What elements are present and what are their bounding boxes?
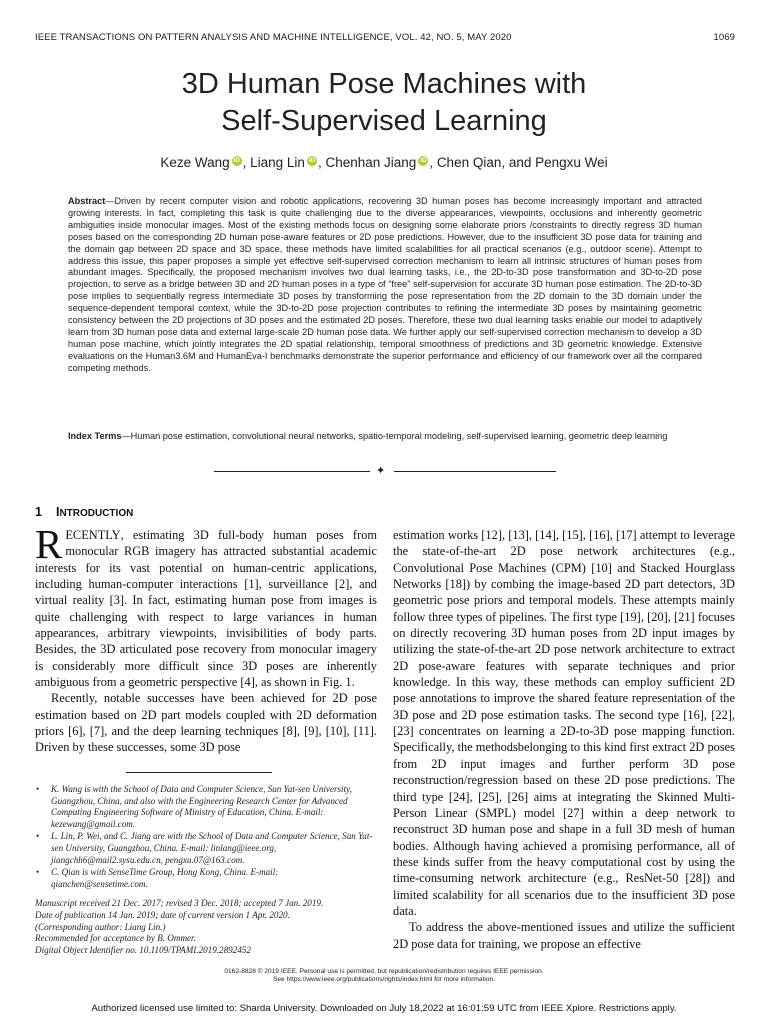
orcid-icon[interactable]: iD — [420, 157, 427, 164]
abstract-text: —Driven by recent computer vision and robotic applications, recovering 3D human poses has become increasingly important and attracted growing interests. In fact, completing this task is quite challenging due to the diverse appearances, viewpoints, occlusions and inherently geometric ambiguities inside monocular images. Most of the existing methods focus on designing some elaborate priors /constraints to directly regress 3D human poses based on the corresponding 2D human pose-aware features or 2D pose predictions. However, due to the insufficient 3D pose data for training and the domain gap between 2D space and 3D space, these methods have limited scalabilities for all practical scenarios (e.g., outdoor scene). Attempt to address this issue, this paper proposes a simple yet effective self-supervised correction mechanism to learn all intrinsic structures of human poses from abundant images. Specifically, the proposed mechanism involves two dual learning tasks, i.e., the 2D-to-3D pose transformation and 3D-to-2D pose projection, to serve as a bridge between 3D and 2D human poses in a type of “free” self-supervision for accurate 3D human pose estimation. The 2D-to-3D pose implies to sequentially regress intermediate 3D poses by transforming the pose representation from the 2D domain to the 3D domain under the sequence-dependent temporal context, while the 3D-to-2D pose projection contributes to refining the intermediate 3D poses by maintaining geometric consistency between the 2D projections of 3D poses and the estimated 2D poses. Therefore, these two dual learning tasks enable our model to adaptively learn from 3D human pose data and external large-scale 2D human pose data. We further apply our self-supervised correction mechanism to develop a 3D human pose machine, which jointly integrates the 2D spatial relationship, temporal smoothness of predictions and 3D geometric knowledge. Extensive evaluations on the Human3.6M and HumanEva-I benchmarks demonstrate the superior performance and efficiency of our framework over all the compared competing methods. — [68, 196, 702, 373]
author-name: Keze Wang — [160, 155, 230, 170]
paper-title-line-2: Self-Supervised Learning — [221, 105, 547, 137]
divider-line-right — [394, 471, 556, 472]
paragraph-text: , estimating 3D full-body human poses from monocular RGB imagery has attracted substantial academic interests for its vast potential on human-centric applications, including human-computer interactions [1], surveillance [2], and virtual reality [3]. In fact, estimating human pose from images is quite challenging with respect to large variances in human appearances, arbitrary viewpoints, invisibilities of body parts. Besides, the 3D articulated pose recovery from monocular imagery is considerably more difficult since 3D poses are inherently ambiguous from a geometric perspective [4], as shown in Fig. 1. — [35, 528, 377, 690]
author-list: Keze Wang iD , Liang Lin iD , Chenhan Jiang iD , Chen Qian, and Pengxu Wei — [160, 155, 608, 170]
divider-ornament-icon: ✦ — [376, 465, 386, 477]
manuscript-line: Recommended for acceptance by B. Ommer. — [35, 933, 196, 944]
body-column-left — [35, 521, 377, 756]
footnote-text: L. Lin, P. Wei, and C. Jiang are with the School of Data and Computer Science, Sun Yat-sen University, Guangzhou, China. E-mail: linlang@ieee.org, jiangchh6@mail2.sysu.edu.cn, pengxu.07@163.com. — [51, 831, 373, 865]
copyright-line: See https://www.ieee.org/publications/rights/index.html for more information. — [272, 976, 496, 984]
author-name: Liang Lin — [250, 155, 305, 170]
index-terms-label: Index Terms — [68, 431, 122, 441]
index-terms — [68, 431, 702, 443]
section-title-rest: NTRODUCTION — [59, 508, 134, 519]
author-name: Chenhan Jiang — [325, 155, 417, 170]
manuscript-line: (Corresponding author: Liang Lin.) — [35, 921, 166, 932]
section-number: 1 — [35, 505, 42, 519]
author-name: Chen Qian, and Pengxu Wei — [436, 155, 608, 170]
footnote-rule — [126, 772, 272, 773]
footnote-item — [35, 784, 377, 830]
lead-in: ECENTLY — [65, 528, 121, 542]
orcid-icon[interactable]: iD — [308, 157, 316, 164]
copyright-notice — [0, 968, 768, 985]
orcid-icon[interactable]: iD — [233, 157, 240, 164]
section-heading — [35, 505, 133, 519]
abstract — [68, 196, 702, 375]
body-paragraph: estimation works [12], [13], [14], [15], [16], [17] attempt to leverage the state-of-the-art 2D pose network architectures (e.g., Convolutional Pose Machines (CPM) [10] and Stacked Hourglass Networks [18]) by combing the image-based 2D part detectors, 3D geometric pose priors and temporal models. These attempts mainly follow three types of pipelines. The first type [19], [20], [21] focuses on directly recovering 3D human poses from 2D input images by utilizing the state-of-the-art 2D pose network architecture to extract 2D pose-aware features with separate techniques and prior knowledge. In this way, these methods can employ sufficient 2D pose annotations to improve the shared feature representation of the 3D pose and 2D pose estimation tasks. The second type [16], [22], [23] concentrates on learning a 2D-to-3D pose mapping function. Specifically, the methodsbelonging to this kind first extract 2D poses from 2D input images and further perform 3D pose reconstruction/regression based on these 2D pose predictions. The third type [24], [25], [26] aims at integrating the Skinned Multi-Person Linear (SMPL) model [27] within a deep network to reconstruct 3D human pose and shape in a full 3D mesh of human bodies. Although having achieved a promising performance, all of these kinds suffer from the heavy computational cost by using the time-consuming network architecture (e.g., ResNet-50 [28]) and limited scalability for all scenarios due to the insufficient 3D pose data. — [393, 528, 735, 918]
body-column-right — [393, 527, 735, 952]
divider-line-left — [214, 471, 370, 472]
body-paragraph: To address the above-mentioned issues and utilize the sufficient 2D pose data for training, we propose an effective — [393, 920, 735, 951]
bullet-icon: • — [36, 867, 40, 878]
running-header: IEEE TRANSACTIONS ON PATTERN ANALYSIS AND MACHINE INTELLIGENCE, VOL. 42, NO. 5, MAY 2020 — [35, 32, 512, 43]
body-paragraph: Recently, notable successes have been achieved for 2D pose estimation based on 2D part models coupled with 2D deformation priors [6], [7], and the deep learning techniques [8], [9], [10], [11]. Driven by these successes, some 3D pose — [35, 691, 377, 755]
bullet-icon: • — [36, 831, 40, 842]
manuscript-info — [35, 898, 377, 956]
footnotes — [35, 784, 377, 956]
footnote-text: C. Qian is with SenseTime Group, Hong Kong, China. E-mail: qianchen@sensetime.com. — [51, 867, 279, 889]
footnote-text: K. Wang is with the School of Data and Computer Science, Sun Yat-sen University, Guangzhou, China, and also with the Engineering Research Center for Advanced Computing Engineering Software of Ministry of Education, China. E-mail: kezewang@gmail.com. — [51, 784, 352, 829]
index-terms-text: —Human pose estimation, convolutional neural networks, spatio-temporal modeling, self-supervised learning, geometric deep learning — [121, 431, 668, 441]
page-number: 1069 — [713, 32, 735, 43]
bullet-icon: • — [36, 784, 40, 794]
manuscript-line: Digital Object Identifier no. 10.1109/TPAMI.2019.2892452 — [35, 944, 251, 955]
footnote-item — [35, 867, 377, 890]
section-title-initial: I — [55, 505, 60, 519]
manuscript-line: Manuscript received 21 Dec. 2017; revised 3 Dec. 2018; accepted 7 Jan. 2019. — [35, 898, 324, 909]
drop-cap: R — [35, 521, 63, 567]
abstract-label: Abstract — [68, 196, 106, 206]
copyright-line: 0162-8828 © 2019 IEEE. Personal use is permitted, but republication/redistribution requires IEEE permission. — [224, 968, 544, 975]
footnote-item — [35, 831, 377, 866]
body-paragraph — [35, 521, 377, 690]
license-notice: Authorized licensed use limited to: Sharda University. Downloaded on July 18,2022 at 16:01:59 UTC from IEEE Xplore. Restrictions apply. — [91, 1003, 677, 1014]
manuscript-line: Date of publication 14 Jan. 2019; date of current version 1 Apr. 2020. — [35, 909, 290, 920]
paper-title-line-1: 3D Human Pose Machines with — [181, 68, 587, 100]
